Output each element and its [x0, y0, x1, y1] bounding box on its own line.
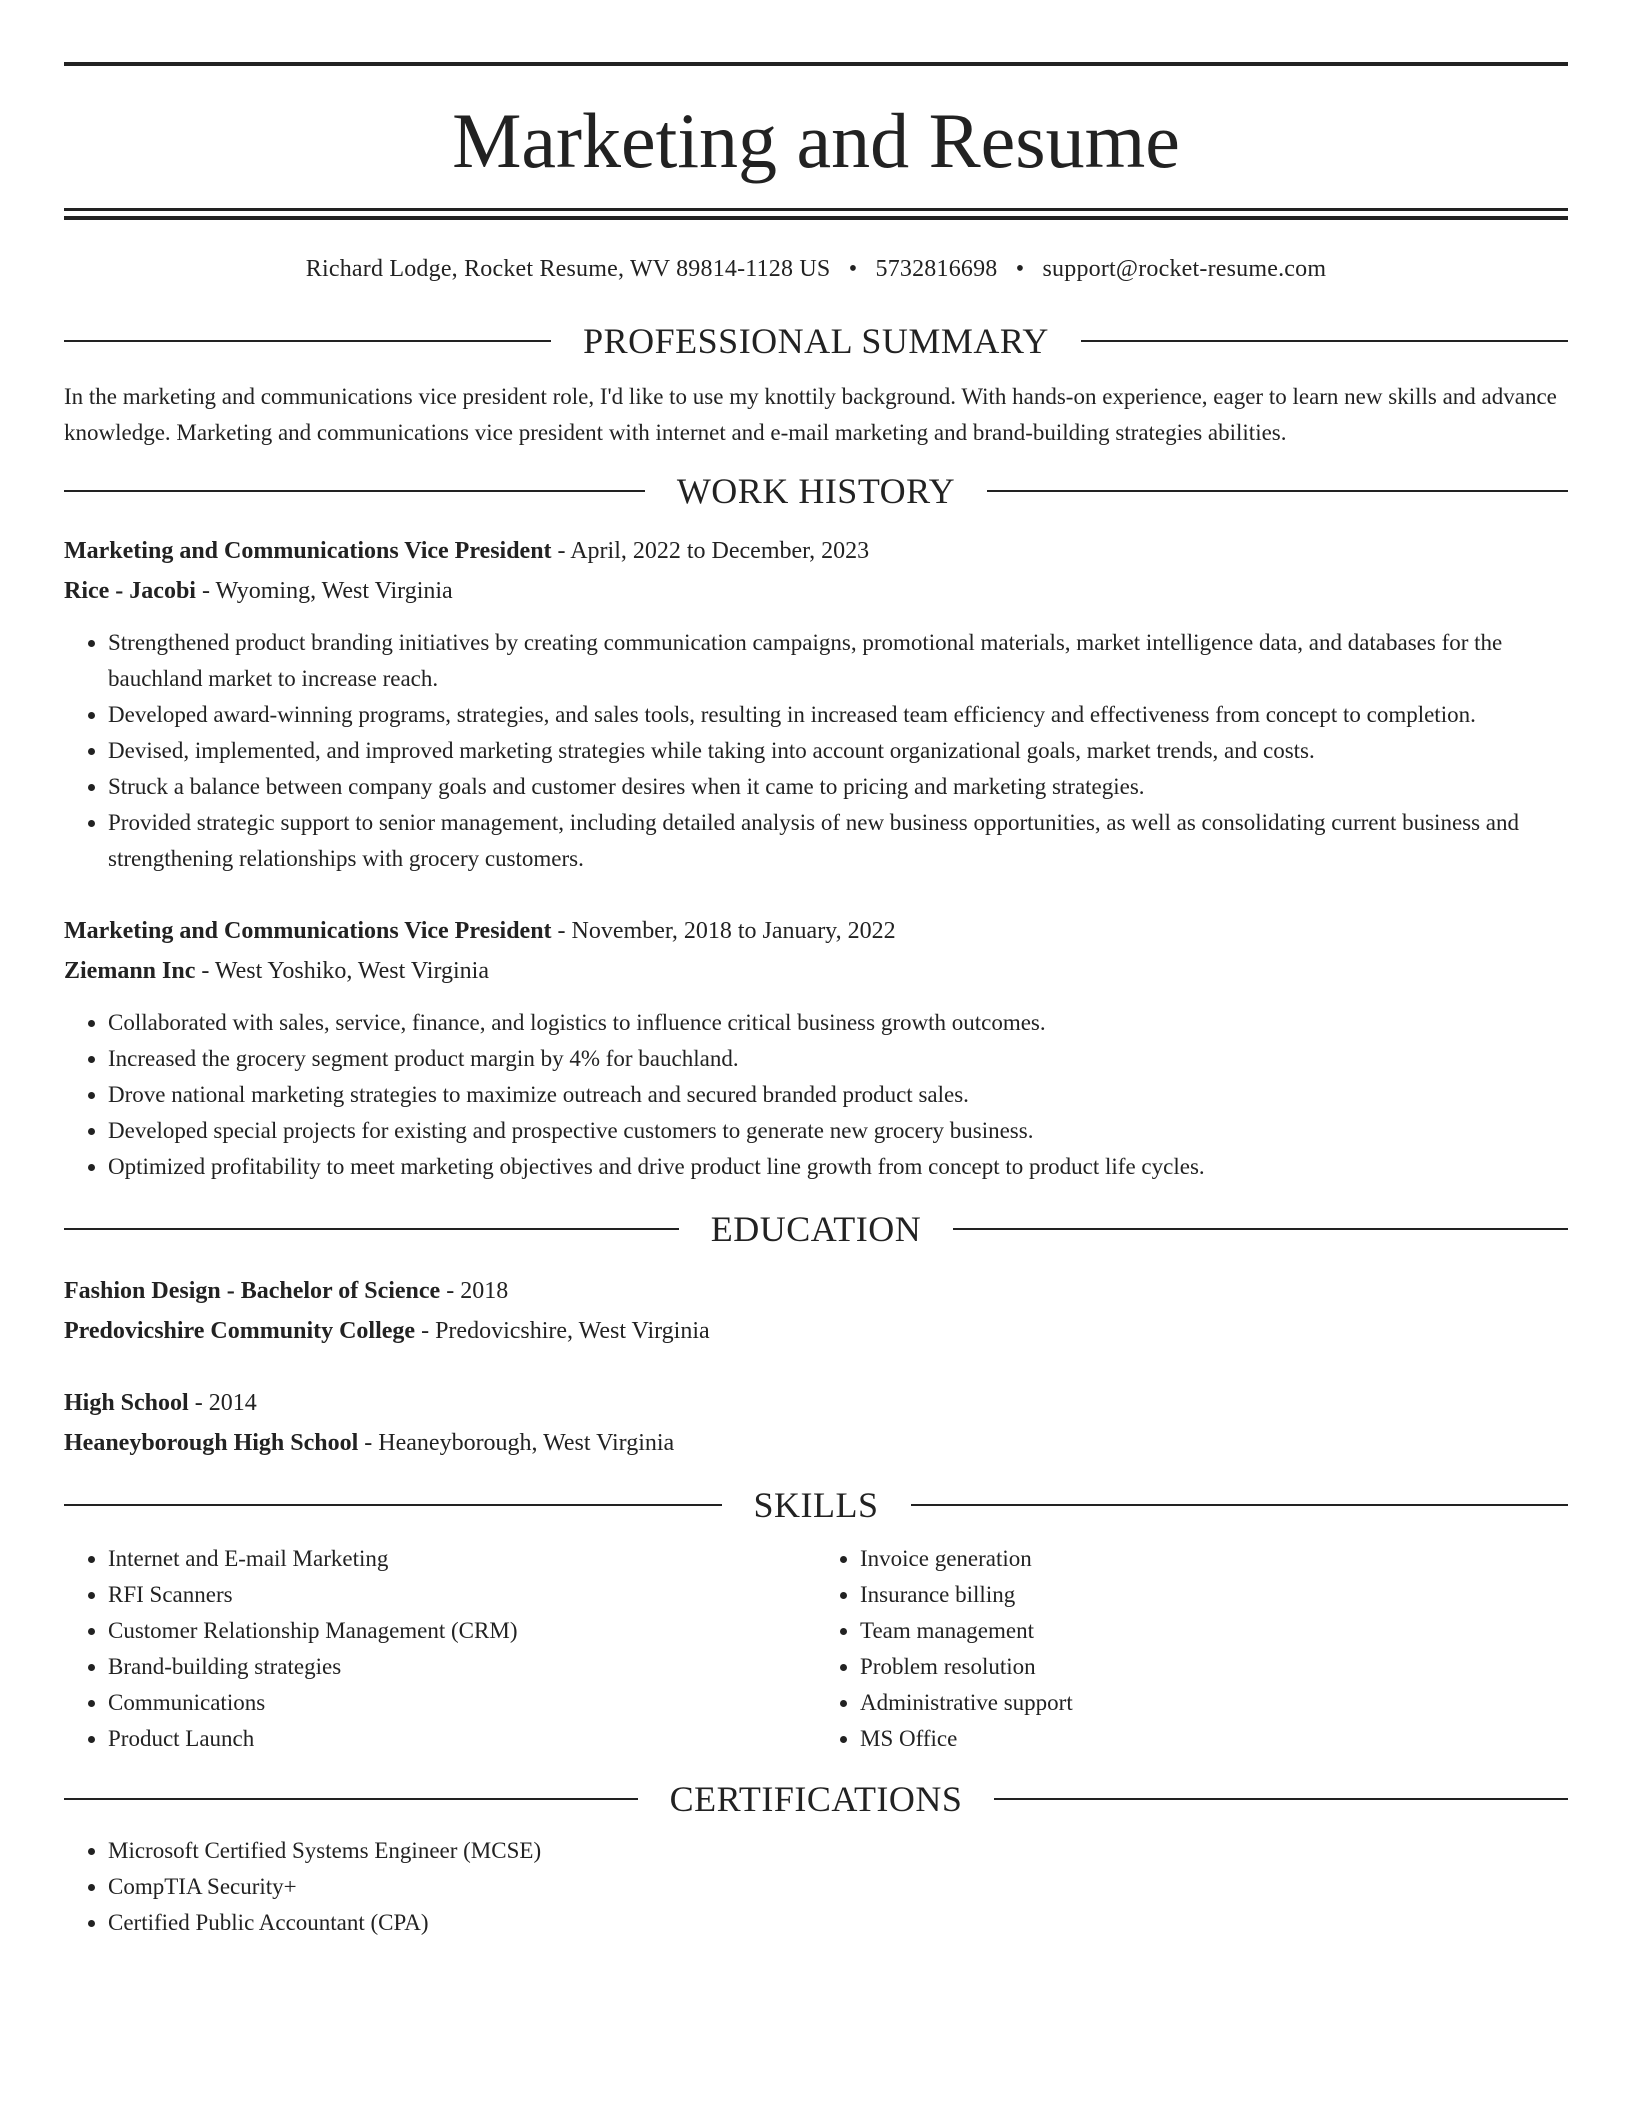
list-item: • Optimized profitability to meet marketing objectives and drive product line growth from concept to product life cycles. [108, 1149, 1568, 1185]
section-heading-work [64, 471, 1568, 511]
heading-rule-left [64, 490, 645, 492]
degree-line [64, 1383, 1568, 1423]
education-entry [64, 1271, 1568, 1351]
school: Predovicshire Community College [64, 1318, 416, 1345]
contact-email: support@rocket-resume.com [1042, 256, 1327, 282]
heading-rule-right [953, 1228, 1568, 1230]
certifications-list [64, 1833, 1568, 1941]
skills-list-left [64, 1541, 816, 1757]
school-line [64, 1423, 1568, 1463]
list-item: • Struck a balance between company goals and customer desires when it came to pricing and marketing strategies. [108, 769, 1568, 805]
degree-year: - 2018 [440, 1278, 509, 1305]
section-title: PROFESSIONAL SUMMARY [583, 321, 1049, 362]
job-entry [64, 531, 1568, 877]
list-item: • RFI Scanners [108, 1577, 816, 1613]
section-heading-skills [64, 1485, 1568, 1525]
contact-separator: • [848, 256, 858, 282]
list-item: • Drove national marketing strategies to maximize outreach and secured branded product sales. [108, 1077, 1568, 1113]
heading-rule-left [64, 1798, 638, 1800]
list-item: • Product Launch [108, 1721, 816, 1757]
list-item: • Certified Public Accountant (CPA) [108, 1905, 1568, 1941]
contact-phone: 5732816698 [875, 256, 998, 282]
job-title: Marketing and Communications Vice President [64, 538, 552, 565]
school-location: - Heaneyborough, West Virginia [358, 1430, 675, 1457]
job-bullets [64, 625, 1568, 877]
skills-columns [64, 1541, 1568, 1757]
list-item: • Problem resolution [860, 1649, 1568, 1685]
list-item: • Insurance billing [860, 1577, 1568, 1613]
list-item: • CompTIA Security+ [108, 1869, 1568, 1905]
list-item: • Administrative support [860, 1685, 1568, 1721]
section-heading-certifications [64, 1779, 1568, 1819]
degree: Fashion Design - Bachelor of Science [64, 1278, 441, 1305]
job-dates: - April, 2022 to December, 2023 [551, 538, 870, 565]
job-location: - Wyoming, West Virginia [195, 578, 453, 605]
job-company-line [64, 571, 1568, 611]
list-item: • Developed award-winning programs, strategies, and sales tools, resulting in increased team efficiency and effectiveness from concept to completion. [108, 697, 1568, 733]
degree: High School [64, 1390, 189, 1417]
heading-rule-right [1081, 340, 1568, 342]
job-title-line [64, 911, 1568, 951]
section-heading-education [64, 1209, 1568, 1249]
job-location: - West Yoshiko, West Virginia [195, 958, 489, 985]
list-item: • Developed special projects for existing and prospective customers to generate new grocery business. [108, 1113, 1568, 1149]
list-item: • Strengthened product branding initiatives by creating communication campaigns, promotional materials, market intelligence data, and databases for the bauchland market to increase reach. [108, 625, 1568, 697]
list-item: • Collaborated with sales, service, finance, and logistics to influence critical business growth outcomes. [108, 1005, 1568, 1041]
heading-rule-left [64, 1504, 722, 1506]
job-title-line [64, 531, 1568, 571]
heading-rule-right [911, 1504, 1569, 1506]
list-item: • Communications [108, 1685, 816, 1721]
job-company: Rice - Jacobi [64, 578, 196, 605]
education-entry [64, 1383, 1568, 1463]
school-line [64, 1311, 1568, 1351]
job-dates: - November, 2018 to January, 2022 [551, 918, 896, 945]
section-title: EDUCATION [710, 1209, 922, 1250]
section-title: WORK HISTORY [676, 471, 956, 512]
list-item: • Team management [860, 1613, 1568, 1649]
job-company-line [64, 951, 1568, 991]
contact-line [64, 254, 1568, 285]
school-location: - Predovicshire, West Virginia [415, 1318, 710, 1345]
list-item: • Microsoft Certified Systems Engineer (MCSE) [108, 1833, 1568, 1869]
list-item: • Devised, implemented, and improved marketing strategies while taking into account organizational goals, market trends, and costs. [108, 733, 1568, 769]
job-company: Ziemann Inc [64, 958, 196, 985]
contact-address: Richard Lodge, Rocket Resume, WV 89814-1128 US [305, 256, 831, 282]
school: Heaneyborough High School [64, 1430, 359, 1457]
heading-rule-right [987, 490, 1568, 492]
list-item: • MS Office [860, 1721, 1568, 1757]
list-item: • Increased the grocery segment product margin by 4% for bauchland. [108, 1041, 1568, 1077]
summary-text: In the marketing and communications vice president role, I'd like to use my knottily background. With hands-on experience, eager to learn new skills and advance knowledge. Marketing and communications vice president with internet and e-mail marketing and brand-building strategies abilities. [64, 384, 1557, 446]
list-item: • Customer Relationship Management (CRM) [108, 1613, 816, 1649]
heading-rule-left [64, 1228, 679, 1230]
job-entry [64, 911, 1568, 1185]
list-item: • Brand-building strategies [108, 1649, 816, 1685]
heading-rule-right [994, 1798, 1568, 1800]
heading-rule-left [64, 340, 551, 342]
resume-title: Marketing and Resume [452, 97, 1180, 184]
list-item: • Provided strategic support to senior management, including detailed analysis of new business opportunities, as well as consolidating current business and strengthening relationships with grocery customers. [108, 805, 1568, 877]
degree-line [64, 1271, 1568, 1311]
list-item: • Invoice generation [860, 1541, 1568, 1577]
title-double-rule [64, 208, 1568, 220]
contact-separator: • [1015, 256, 1025, 282]
list-item: • Internet and E-mail Marketing [108, 1541, 816, 1577]
section-heading-summary [64, 321, 1568, 361]
top-rule [64, 62, 1568, 66]
job-title: Marketing and Communications Vice President [64, 918, 552, 945]
degree-year: - 2014 [188, 1390, 257, 1417]
job-bullets [64, 1005, 1568, 1185]
section-title: CERTIFICATIONS [669, 1779, 963, 1820]
skills-list-right [816, 1541, 1568, 1757]
section-title: SKILLS [753, 1485, 879, 1526]
